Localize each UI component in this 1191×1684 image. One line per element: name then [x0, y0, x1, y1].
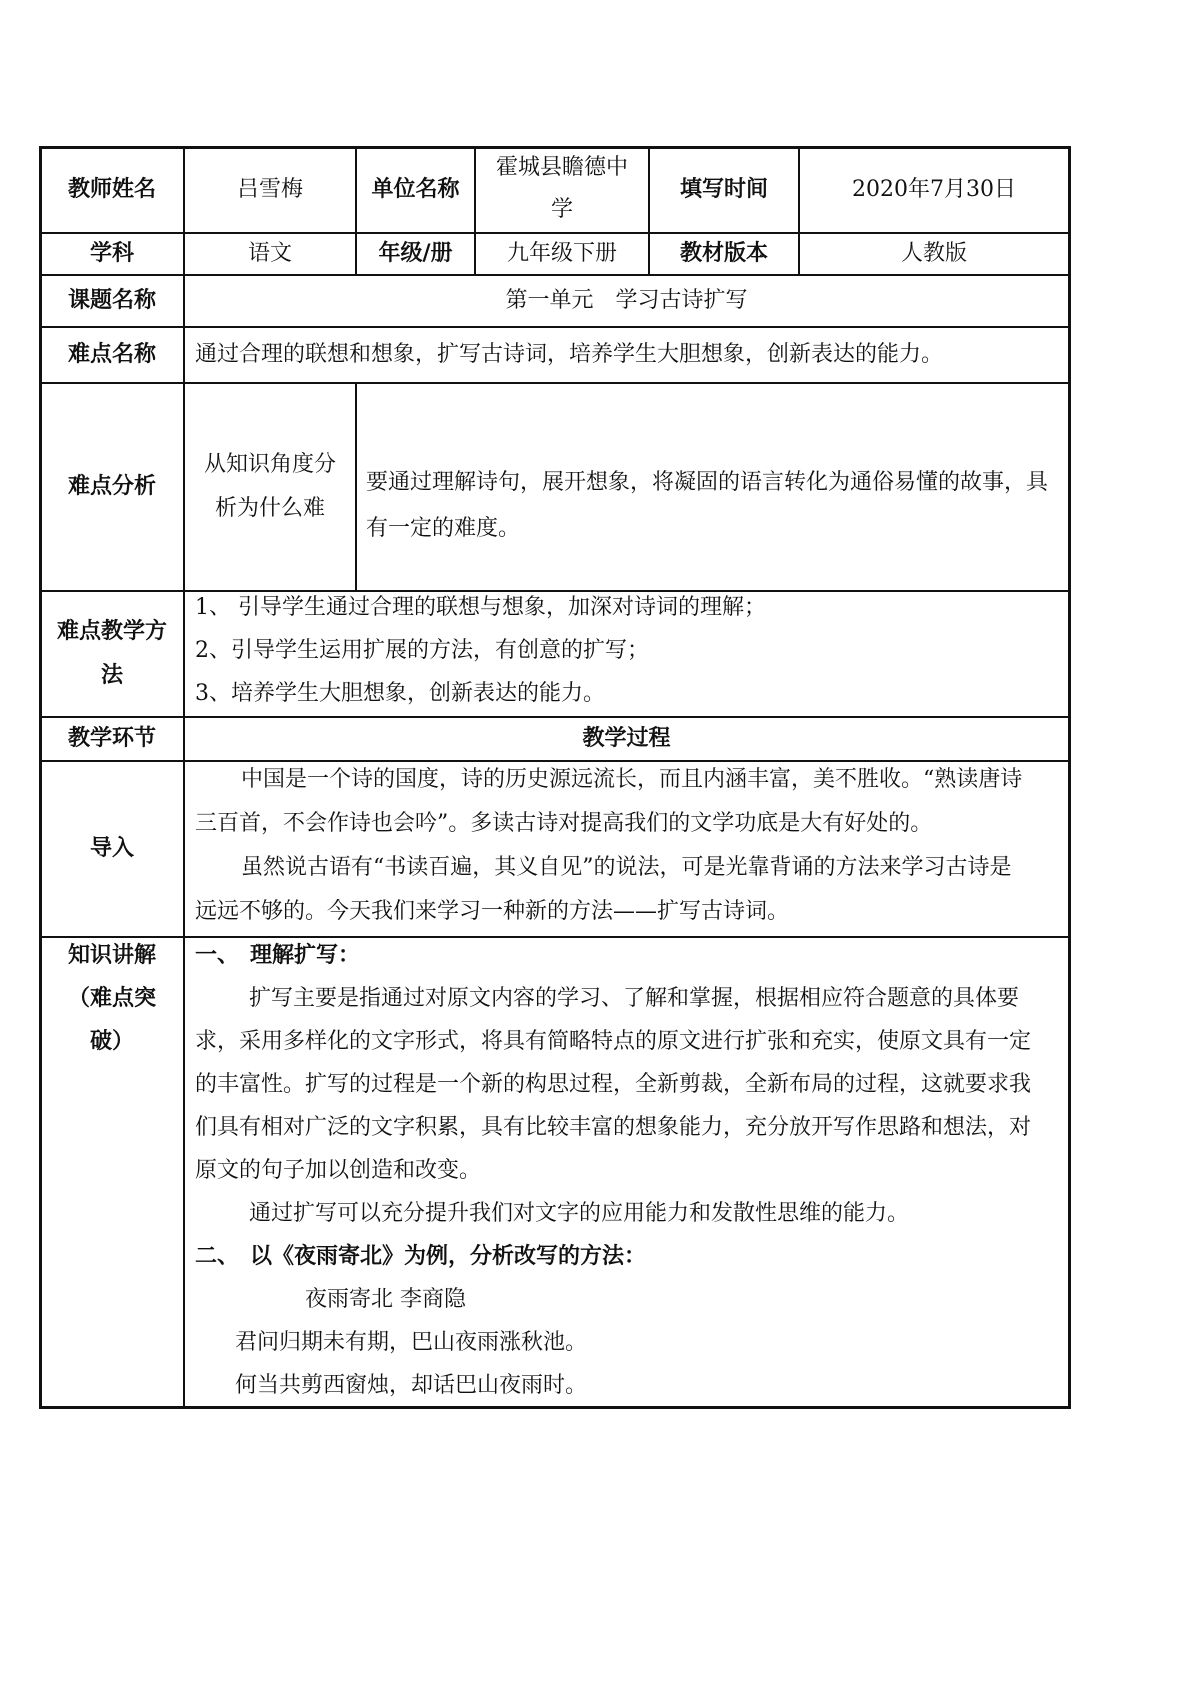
- knowledge-line: 求，采用多样化的文字形式，将具有简略特点的原文进行扩张和充实，使原文具有一定: [195, 1029, 1032, 1054]
- analysis-label: 难点分析: [67, 474, 156, 499]
- subject-value: 语文: [247, 241, 292, 266]
- knowledge-label-line: 知识讲解: [67, 943, 156, 968]
- subject-label: 学科: [89, 241, 134, 266]
- knowledge-text: [195, 934, 1065, 1407]
- teacher-name-value: 吕雪梅: [236, 177, 303, 202]
- intro-line: 虽然说古语有“书读百遍，其义自见”的说法，可是光靠背诵的方法来学习古诗是: [241, 855, 1012, 880]
- knowledge-line: 通过扩写可以充分提升我们对文字的应用能力和发散性思维的能力。: [249, 1201, 910, 1226]
- fill-date-value: 2020年7月30日: [852, 177, 1016, 202]
- methods-label-line: 难点教学方: [56, 619, 167, 644]
- methods-item: 1、 引导学生通过合理的联想与想象，加深对诗词的理解；: [195, 595, 766, 620]
- intro-label: 导入: [89, 836, 134, 861]
- methods-item: 2、引导学生运用扩展的方法，有创意的扩写；: [195, 638, 649, 663]
- knowledge-line: 扩写主要是指通过对原文内容的学习、了解和掌握，根据相应符合题意的具体要: [249, 986, 1020, 1011]
- topic-value: 第一单元 学习古诗扩写: [505, 288, 748, 313]
- process-header: 教学过程: [582, 726, 671, 751]
- grade-label: 年级/册: [378, 241, 453, 266]
- analysis-text-line: 要通过理解诗句，展开想象，将凝固的语言转化为通俗易懂的故事，具: [366, 470, 1049, 495]
- poem-line: 君问归期未有期，巴山夜雨涨秋池。: [235, 1330, 588, 1355]
- difficulty-label: 难点名称: [67, 342, 156, 367]
- methods-list: [195, 586, 1065, 715]
- intro-text: [195, 758, 1065, 934]
- analysis-sublabel-line: 从知识角度分: [203, 452, 336, 477]
- poem-line: 何当共剪西窗烛，却话巴山夜雨时。: [235, 1373, 588, 1398]
- knowledge-line: 原文的句子加以创造和改变。: [195, 1158, 482, 1183]
- methods-label-line: 法: [100, 663, 123, 688]
- unit-name-line: 霍城县瞻德中: [495, 155, 628, 180]
- section-heading: 二、 以《夜雨寄北》为例，分析改写的方法：: [195, 1244, 647, 1269]
- analysis-text-line: 有一定的难度。: [366, 516, 521, 541]
- intro-line: 远远不够的。今天我们来学习一种新的方法——扩写古诗词。: [195, 899, 790, 924]
- edition-value: 人教版: [900, 241, 967, 266]
- intro-line: 三百首，不会作诗也会吟”。多读古诗对提高我们的文学功底是大有好处的。: [195, 811, 933, 836]
- col-divider: [183, 146, 185, 1409]
- teacher-name-label: 教师姓名: [67, 177, 156, 202]
- knowledge-label-line: 破）: [89, 1029, 134, 1054]
- unit-name-value: [476, 146, 648, 232]
- edition-label: 教材版本: [679, 241, 768, 266]
- analysis-sublabel-line: 析为什么难: [214, 496, 325, 521]
- analysis-text: [366, 460, 1066, 552]
- knowledge-line: 们具有相对广泛的文字积累，具有比较丰富的想象能力，充分放开写作思路和想法，对: [195, 1115, 1032, 1140]
- grade-value: 九年级下册: [506, 241, 617, 266]
- table-border-right: [1068, 146, 1071, 1409]
- section-heading: 一、 理解扩写：: [195, 943, 361, 968]
- knowledge-label: [41, 934, 183, 1063]
- fill-date-label: 填写时间: [679, 177, 768, 202]
- unit-name-label: 单位名称: [371, 177, 460, 202]
- intro-line: 中国是一个诗的国度，诗的历史源远流长，而且内涵丰富，美不胜收。“熟读唐诗: [241, 767, 1023, 792]
- analysis-sublabel: [185, 384, 355, 590]
- methods-label: [41, 592, 183, 716]
- unit-name-line: 学: [550, 197, 573, 222]
- knowledge-label-line: （难点突: [67, 986, 156, 1011]
- difficulty-value: 通过合理的联想和想象，扩写古诗词，培养学生大胆想象，创新表达的能力。: [195, 342, 944, 367]
- stage-header: 教学环节: [67, 726, 156, 751]
- col-divider: [355, 382, 357, 590]
- methods-item: 3、培养学生大胆想象，创新表达的能力。: [195, 681, 605, 706]
- topic-label: 课题名称: [67, 288, 156, 313]
- knowledge-line: 的丰富性。扩写的过程是一个新的构思过程，全新剪裁，全新布局的过程，这就要求我: [195, 1072, 1032, 1097]
- poem-title: 夜雨寄北 李商隐: [305, 1287, 466, 1312]
